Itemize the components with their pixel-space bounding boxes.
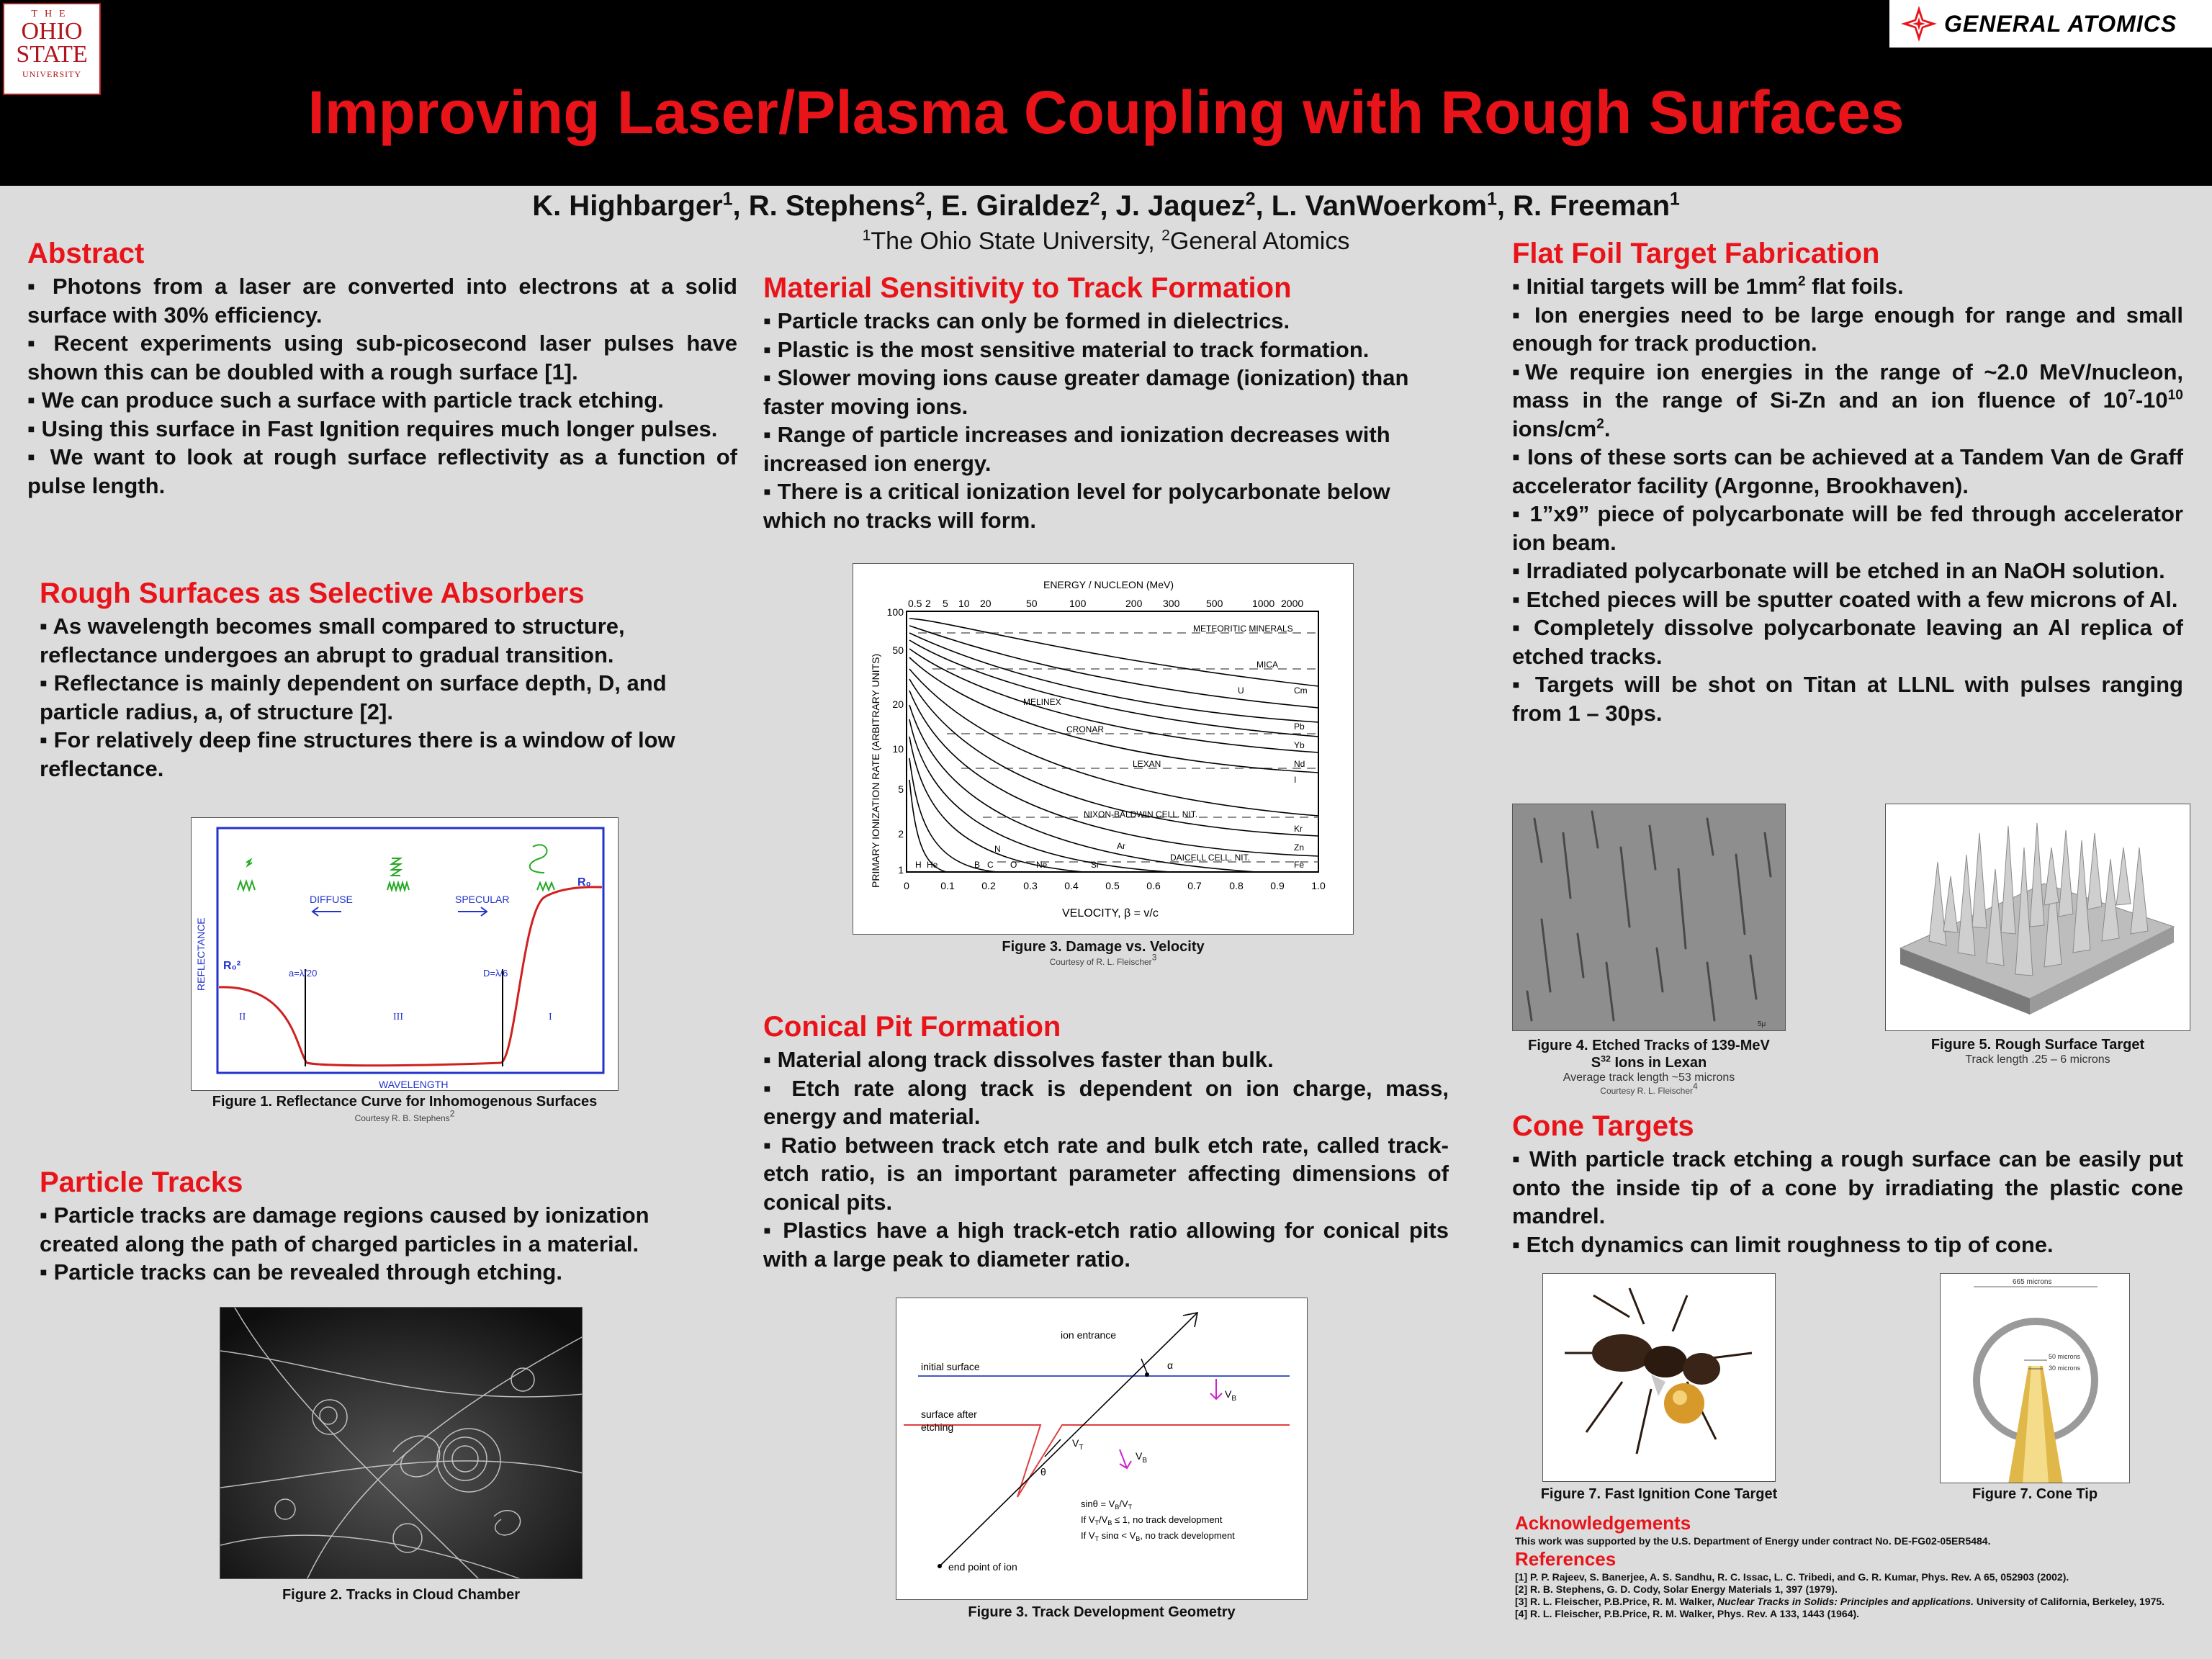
- svg-text:200: 200: [1125, 598, 1143, 609]
- author-list: K. Highbarger$^1$, R. Stephens$^2$, E. Giraldez$^2$, J. Jaquez$^2$, L. VanWoerkom$^1$, R. Freeman$^1$: [532, 189, 1680, 222]
- figure-2-caption: Figure 2. Tracks in Cloud Chamber: [282, 1587, 521, 1603]
- svg-text:2000: 2000: [1281, 598, 1304, 609]
- svg-text:DIFFUSE: DIFFUSE: [310, 894, 353, 905]
- svg-text:0.5: 0.5: [1105, 880, 1120, 891]
- svg-text:REFLECTANCE: REFLECTANCE: [195, 917, 207, 991]
- svg-text:H: H: [915, 860, 922, 870]
- svg-text:B: B: [974, 860, 981, 870]
- figure-7-cone-target: [1542, 1273, 1776, 1482]
- svg-text:Yb: Yb: [1294, 740, 1305, 750]
- flat-foil-heading: Flat Foil Target Fabrication: [1512, 238, 1880, 269]
- svg-text:Pb: Pb: [1294, 721, 1305, 732]
- conical-bullet: ▪ Plastics have a high track-etch ratio allowing for conical pits with a large peak to diameter ratio.: [763, 1218, 1449, 1272]
- reference-item: [1] P. P. Rajeev, S. Banerjee, A. S. Sandhu, R. C. Issac, L. C. Tribedi, and G. R. Kumar, Phys. Rev. A 65, 052903 (2002).: [1515, 1571, 2069, 1583]
- figure-3b-caption: Figure 3. Track Development Geometry: [968, 1604, 1236, 1620]
- material-bullet: ▪ Plastic is the most sensitive material to track formation.: [763, 336, 1370, 362]
- svg-text:He: He: [927, 860, 938, 870]
- svg-text:initial surface: initial surface: [921, 1361, 980, 1372]
- svg-text:If VT/VB ≤ 1, no track develop: If $V_T/V_B \le 1$, no track development: [1081, 1514, 1223, 1527]
- svg-text:0.8: 0.8: [1229, 880, 1244, 891]
- conical-bullet: ▪ Material along track dissolves faster than bulk.: [763, 1047, 1274, 1072]
- svg-text:I: I: [549, 1012, 552, 1022]
- figure-3-track-geometry: [896, 1298, 1308, 1600]
- svg-text:II: II: [239, 1012, 246, 1022]
- svg-text:I: I: [1294, 775, 1297, 785]
- svg-text:50 microns: 50 microns: [2049, 1353, 2081, 1360]
- figure-5-caption: Figure 5. Rough Surface Target: [1930, 1037, 2145, 1053]
- svg-text:50: 50: [892, 644, 904, 656]
- svg-text:0.6: 0.6: [1146, 880, 1161, 891]
- svg-text:0.9: 0.9: [1270, 880, 1285, 891]
- svg-text:5μ: 5μ: [1758, 1020, 1766, 1028]
- svg-text:50: 50: [1026, 598, 1038, 609]
- osu-logo-university: UNIVERSITY: [22, 69, 81, 79]
- figure-1-credit: Courtesy R. B. Stephens$^2$: [354, 1108, 455, 1123]
- cone-bullet: ▪ With particle track etching a rough surface can be easily put onto the inside tip of a cone by irradiating the plastic cone mandrel.: [1512, 1146, 2183, 1228]
- svg-text:sinθ = VB/VT: $\sin\theta = V_B/V_T$: [1081, 1498, 1133, 1511]
- material-heading: Material Sensitivity to Track Formation: [763, 272, 1292, 304]
- svg-text:30 microns: 30 microns: [2049, 1364, 2081, 1372]
- svg-text:METEORITIC MINERALS: METEORITIC MINERALS: [1193, 624, 1293, 634]
- svg-text:1.0: 1.0: [1311, 880, 1326, 891]
- affiliations: $^1$The Ohio State University, $^2$General Atomics: [862, 227, 1350, 255]
- rough-bullet: ▪ Reflectance is mainly dependent on surface depth, D, and particle radius, a, of structure [2].: [40, 670, 667, 724]
- svg-text:2: 2: [898, 828, 904, 840]
- abstract-bullet: ▪ Photons from a laser are converted into electrons at a solid surface with 30% efficiency.: [27, 274, 737, 328]
- svg-text:10: 10: [892, 743, 904, 755]
- svg-text:0.4: 0.4: [1064, 880, 1079, 891]
- flat-foil-bullet: ▪We require ion energies in the range of ~2.0 MeV/nucleon, mass in the range of Si-Zn and an ion fluence of $10^7-10^{10}$ ions/$cm^2$.: [1512, 359, 2183, 441]
- svg-text:Si: Si: [1091, 860, 1099, 870]
- svg-text:0.5: 0.5: [908, 598, 922, 609]
- svg-text:a=λ/20: a=λ/20: [289, 968, 318, 979]
- svg-text:III: III: [393, 1012, 403, 1022]
- rough-bullet: ▪ For relatively deep fine structures there is a window of low reflectance.: [40, 727, 675, 781]
- flat-foil-bullet: ▪ Ion energies need to be large enough for range and small enough for track production.: [1512, 302, 2183, 356]
- figure-7a-caption: Figure 7. Fast Ignition Cone Target: [1540, 1486, 1778, 1502]
- osu-logo-the: THE: [31, 9, 73, 19]
- osu-logo-ohio: OHIO: [21, 18, 83, 45]
- svg-text:U: U: [1238, 685, 1244, 696]
- svg-text:VELOCITY, β = v/c: VELOCITY, β = v/c: [1062, 907, 1159, 920]
- figure-5-note: Track length .25 – 6 microns: [1965, 1053, 2110, 1066]
- reference-item: [4] R. L. Fleischer, P.B.Price, R. M. Walker, Phys. Rev. A 133, 1443 (1964).: [1515, 1608, 1860, 1619]
- poster-header: [0, 0, 2212, 186]
- figure-3-credit: Courtesy of R. L. Fleischer$^3$: [1049, 952, 1157, 967]
- flat-foil-bullets: [1512, 272, 2183, 727]
- svg-text:0.2: 0.2: [981, 880, 996, 891]
- acknowledgements-text: This work was supported by the U.S. Department of Energy under contract No. DE-FG02-05ER5484.: [1515, 1535, 1991, 1547]
- material-bullet: ▪ Slower moving ions cause greater damage (ionization) than faster moving ions.: [763, 365, 1409, 419]
- svg-text:C: C: [987, 860, 994, 870]
- flat-foil-bullet: ▪ Ions of these sorts can be achieved at a Tandem Van de Graff accelerator facility (Argonne, Brookhaven).: [1512, 444, 2183, 498]
- svg-text:VB: $V_B$: [1225, 1388, 1237, 1403]
- cone-heading: Cone Targets: [1512, 1110, 1694, 1142]
- svg-text:If VT sinα < VB, no track deve: If $V_T$ $\sin\alpha < V_B$, no track development: [1081, 1530, 1235, 1542]
- svg-text:20: 20: [892, 698, 904, 710]
- svg-text:1: 1: [898, 864, 904, 876]
- svg-text:MELINEX: MELINEX: [1023, 697, 1061, 707]
- ga-star-icon: [1899, 4, 1938, 43]
- particle-bullet: ▪ Particle tracks can be revealed through etching.: [40, 1259, 562, 1285]
- svg-text:0: 0: [904, 880, 909, 891]
- svg-text:2: 2: [925, 598, 931, 609]
- svg-text:O: O: [1010, 860, 1017, 870]
- svg-text:end point of ion: end point of ion: [948, 1561, 1017, 1573]
- svg-text:VB: $V_B$: [1136, 1450, 1148, 1465]
- svg-text:665 microns: 665 microns: [2013, 1278, 2052, 1286]
- svg-text:R₀: R₀: [577, 876, 591, 889]
- svg-text:R₀²: R₀²: [223, 960, 241, 972]
- svg-text:300: 300: [1163, 598, 1180, 609]
- svg-text:D=λ/6: D=λ/6: [483, 968, 508, 979]
- svg-text:CRONAR: CRONAR: [1066, 724, 1105, 734]
- svg-text:ion entrance: ion entrance: [1061, 1329, 1117, 1341]
- svg-text:5: 5: [898, 783, 904, 795]
- svg-text:Ar: Ar: [1117, 841, 1125, 851]
- conical-bullet: ▪ Ratio between track etch rate and bulk etch rate, called track-etch ratio, is an important parameter affecting dimensions of conical pits.: [763, 1132, 1449, 1215]
- acknowledgements-heading: Acknowledgements: [1515, 1512, 1691, 1534]
- reference-item: [3] R. L. Fleischer, P.B.Price, R. M. Walker, Nuclear Tracks in Solids: Principles and applications. University of California, Berkeley, 1975.: [1515, 1596, 2165, 1607]
- svg-text:100: 100: [1069, 598, 1087, 609]
- rough-bullets: [40, 612, 731, 783]
- svg-text:N: N: [994, 844, 1001, 854]
- svg-text:Zn: Zn: [1294, 842, 1305, 853]
- svg-text:surface after: surface after: [921, 1408, 977, 1420]
- svg-text:WAVELENGTH: WAVELENGTH: [379, 1079, 449, 1090]
- svg-text:5: 5: [943, 598, 948, 609]
- svg-text:SPECULAR: SPECULAR: [455, 894, 510, 905]
- abstract-bullet: ▪ Recent experiments using sub-picosecond laser pulses have shown this can be doubled with a rough surface [1].: [27, 331, 737, 385]
- cone-bullet: ▪ Etch dynamics can limit roughness to tip of cone.: [1512, 1231, 2054, 1257]
- svg-text:Cm: Cm: [1294, 685, 1308, 696]
- svg-text:500: 500: [1206, 598, 1223, 609]
- flat-foil-bullet: ▪ Completely dissolve polycarbonate leaving an Al replica of etched tracks.: [1512, 615, 2183, 669]
- figure-7-cone-tip: [1940, 1273, 2130, 1483]
- svg-text:0.3: 0.3: [1023, 880, 1038, 891]
- references-heading: References: [1515, 1548, 1617, 1570]
- figure-4-note: Average track length ~53 microns: [1563, 1071, 1735, 1084]
- svg-text:LEXAN: LEXAN: [1133, 759, 1161, 769]
- material-bullet: ▪ There is a critical ionization level for polycarbonate below which no tracks will form.: [763, 479, 1390, 533]
- material-bullet: ▪ Range of particle increases and ionization decreases with increased ion energy.: [763, 422, 1390, 476]
- references-list: [1515, 1571, 2192, 1620]
- svg-text:Nd: Nd: [1294, 759, 1305, 769]
- rough-bullet: ▪ As wavelength becomes small compared to structure, reflectance undergoes an abrupt to gradual transition.: [40, 613, 625, 667]
- flat-foil-bullet: ▪ Etched pieces will be sputter coated with a few microns of Al.: [1512, 586, 2178, 612]
- svg-text:DAICELL CELL. NIT.: DAICELL CELL. NIT.: [1170, 853, 1250, 863]
- abstract-bullet: ▪ We can produce such a surface with particle track etching.: [27, 387, 664, 413]
- figure-1-caption: Figure 1. Reflectance Curve for Inhomogenous Surfaces: [212, 1094, 598, 1110]
- reference-item: [2] R. B. Stephens, G. D. Cody, Solar Energy Materials 1, 397 (1979).: [1515, 1583, 1838, 1595]
- figure-2-cloud-chamber: [220, 1307, 583, 1579]
- particle-bullets: [40, 1201, 731, 1287]
- particle-heading: Particle Tracks: [40, 1166, 243, 1198]
- flat-foil-bullet: ▪ 1”x9” piece of polycarbonate will be fed through accelerator ion beam.: [1512, 501, 2183, 555]
- flat-foil-bullet: ▪ Irradiated polycarbonate will be etched in an NaOH solution.: [1512, 558, 2165, 583]
- svg-text:Kr: Kr: [1294, 824, 1303, 834]
- svg-text:NIXON-BALDWIN CELL. NIT.: NIXON-BALDWIN CELL. NIT.: [1084, 809, 1198, 819]
- svg-text:Ne: Ne: [1036, 860, 1048, 870]
- svg-text:Fe: Fe: [1294, 860, 1305, 870]
- conical-bullets: [763, 1046, 1449, 1273]
- abstract-bullets: [27, 272, 737, 500]
- figure-1-reflectance: [191, 817, 619, 1091]
- cone-bullets: [1512, 1145, 2183, 1259]
- flat-foil-bullet: ▪ Initial targets will be $1mm^2$ flat foils.: [1512, 274, 1904, 299]
- general-atomics-logo: [1889, 0, 2212, 48]
- figure-4-caption: Figure 4. Etched Tracks of 139-MeV $S^{32}$ Ions in Lexan: [1528, 1038, 1770, 1071]
- material-bullet: ▪ Particle tracks can only be formed in dielectrics.: [763, 308, 1290, 333]
- svg-text:0.7: 0.7: [1187, 880, 1202, 891]
- svg-text:MICA: MICA: [1256, 660, 1278, 670]
- material-bullets: [763, 307, 1449, 534]
- svg-text:100: 100: [886, 606, 904, 618]
- figure-4-credit: Courtesy R. L. Fleischer$^4$: [1600, 1081, 1698, 1096]
- svg-text:0.1: 0.1: [940, 880, 955, 891]
- rough-heading: Rough Surfaces as Selective Absorbers: [40, 577, 585, 609]
- figure-7b-caption: Figure 7. Cone Tip: [1972, 1486, 2098, 1502]
- svg-text:10: 10: [958, 598, 970, 609]
- svg-text:θ: θ: [1040, 1466, 1046, 1478]
- figure-5-rough-surface: [1885, 804, 2190, 1031]
- svg-text:α: α: [1167, 1359, 1174, 1371]
- conical-bullet: ▪ Etch rate along track is dependent on ion charge, mass, energy and material.: [763, 1075, 1449, 1129]
- abstract-heading: Abstract: [27, 238, 145, 269]
- svg-text:ENERGY / NUCLEON (MeV): ENERGY / NUCLEON (MeV): [1043, 579, 1174, 590]
- abstract-bullet: ▪ Using this surface in Fast Ignition requires much longer pulses.: [27, 415, 718, 441]
- abstract-bullet: ▪ We want to look at rough surface reflectivity as a function of pulse length.: [27, 444, 737, 498]
- svg-text:1000: 1000: [1252, 598, 1275, 609]
- figure-3-caption: Figure 3. Damage vs. Velocity: [1002, 939, 1205, 955]
- svg-text:20: 20: [980, 598, 992, 609]
- svg-text:PRIMARY IONIZATION RATE (ARBIT: PRIMARY IONIZATION RATE (ARBITRARY UNITS): [870, 653, 881, 888]
- poster-title: Improving Laser/Plasma Coupling with Rough Surfaces: [307, 78, 1905, 146]
- conical-heading: Conical Pit Formation: [763, 1011, 1061, 1043]
- flat-foil-bullet: ▪ Targets will be shot on Titan at LLNL with pulses ranging from 1 – 30ps.: [1512, 672, 2183, 726]
- osu-logo-state: STATE: [16, 41, 88, 68]
- particle-bullet: ▪ Particle tracks are damage regions caused by ionization created along the path of charged particles in a material.: [40, 1202, 649, 1256]
- figure-3-damage-velocity: [853, 563, 1354, 935]
- figure-4-etched-tracks: [1512, 804, 1786, 1031]
- svg-text:VT: $V_T$: [1072, 1437, 1084, 1452]
- ga-logo-text: GENERAL ATOMICS: [1944, 10, 2177, 37]
- svg-text:etching: etching: [921, 1421, 954, 1433]
